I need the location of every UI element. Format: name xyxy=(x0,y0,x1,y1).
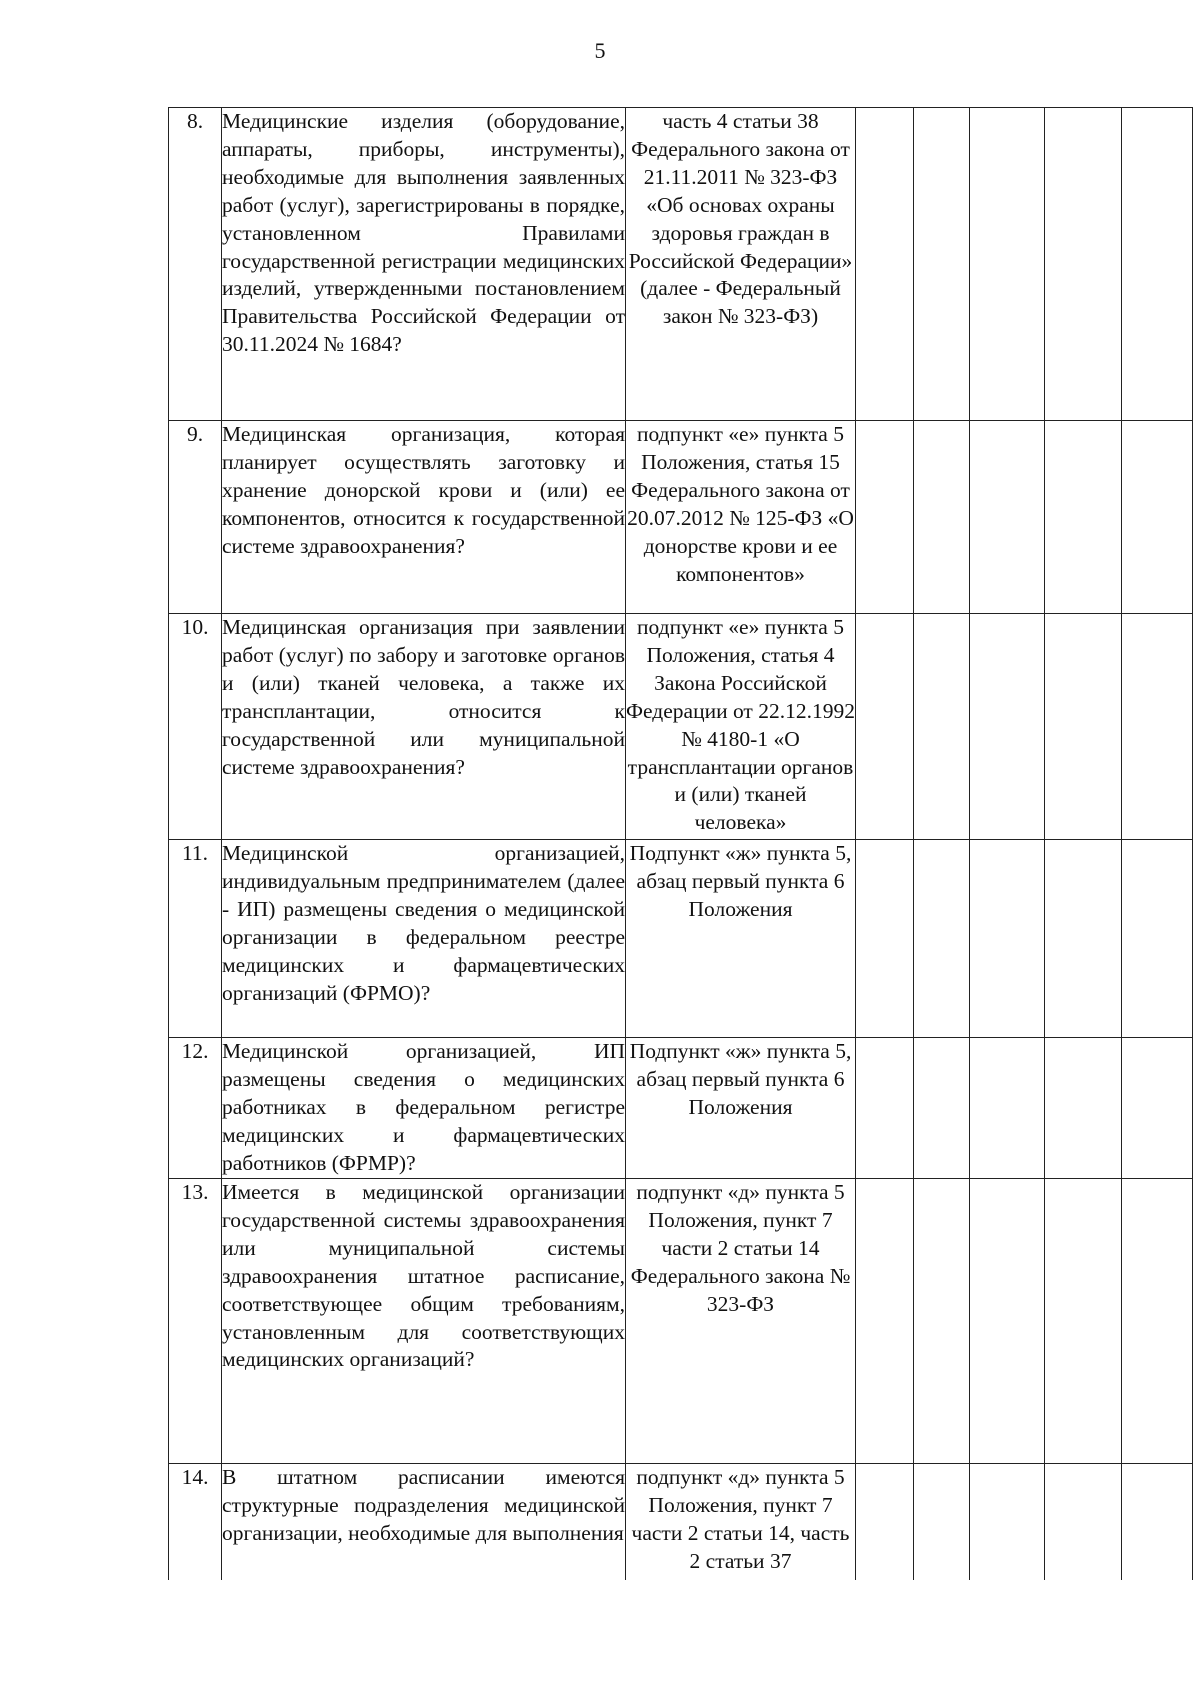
checklist-question: Имеется в медицинской организации государственной системы здравоохранения или муниципальной системы здравоохранения штатное расписание, соответствующее общим требованиям, установленным для соответствующих медицинских организаций? xyxy=(222,1179,626,1464)
answer-cell[interactable] xyxy=(1045,1038,1122,1179)
row-number: 9. xyxy=(169,421,222,614)
answer-na-cell[interactable] xyxy=(970,421,1045,614)
legal-reference: часть 4 статьи 38 Федерального закона от 21.11.2011 № 323-ФЗ «Об основах охраны здоровья граждан в Российской Федерации» (далее - Федеральный закон № 323-ФЗ) xyxy=(626,108,856,421)
note-cell[interactable] xyxy=(1122,1038,1193,1179)
answer-yes-cell[interactable] xyxy=(856,421,914,614)
answer-no-cell[interactable] xyxy=(914,1038,970,1179)
answer-yes-cell[interactable] xyxy=(856,1038,914,1179)
legal-reference: Подпункт «ж» пункта 5, абзац первый пункта 6 Положения xyxy=(626,840,856,1038)
page-number: 5 xyxy=(594,38,606,63)
row-number: 13. xyxy=(169,1179,222,1464)
answer-na-cell[interactable] xyxy=(970,1038,1045,1179)
row-number: 14. xyxy=(169,1464,222,1581)
answer-yes-cell[interactable] xyxy=(856,108,914,421)
legal-reference: Подпункт «ж» пункта 5, абзац первый пункта 6 Положения xyxy=(626,1038,856,1179)
answer-yes-cell[interactable] xyxy=(856,1464,914,1581)
answer-na-cell[interactable] xyxy=(970,840,1045,1038)
table-row xyxy=(169,840,1193,1038)
answer-cell[interactable] xyxy=(1045,840,1122,1038)
row-number: 12. xyxy=(169,1038,222,1179)
answer-cell[interactable] xyxy=(1045,614,1122,840)
note-cell[interactable] xyxy=(1122,1179,1193,1464)
answer-no-cell[interactable] xyxy=(914,1179,970,1464)
table-row xyxy=(169,1038,1193,1179)
row-number: 11. xyxy=(169,840,222,1038)
answer-yes-cell[interactable] xyxy=(856,614,914,840)
table-row xyxy=(169,108,1193,421)
note-cell[interactable] xyxy=(1122,840,1193,1038)
note-cell[interactable] xyxy=(1122,614,1193,840)
checklist-question: Медицинской организацией, индивидуальным предпринимателем (далее - ИП) размещены сведения о медицинской организации в федеральном реестре медицинских и фармацевтических организаций (ФРМО)? xyxy=(222,840,626,1038)
answer-na-cell[interactable] xyxy=(970,1179,1045,1464)
note-cell[interactable] xyxy=(1122,1464,1193,1581)
table-row xyxy=(169,1179,1193,1464)
legal-reference: подпункт «д» пункта 5 Положения, пункт 7 части 2 статьи 14 Федерального закона № 323-ФЗ xyxy=(626,1179,856,1464)
answer-na-cell[interactable] xyxy=(970,614,1045,840)
answer-no-cell[interactable] xyxy=(914,1464,970,1581)
table-row xyxy=(169,421,1193,614)
checklist-question: В штатном расписании имеются структурные подразделения медицинской организации, необходимые для выполнения xyxy=(222,1464,626,1581)
answer-cell[interactable] xyxy=(1045,1179,1122,1464)
answer-na-cell[interactable] xyxy=(970,108,1045,421)
legal-reference: подпункт «д» пункта 5 Положения, пункт 7 части 2 статьи 14, часть 2 статьи 37 xyxy=(626,1464,856,1581)
answer-cell[interactable] xyxy=(1045,108,1122,421)
answer-na-cell[interactable] xyxy=(970,1464,1045,1581)
answer-yes-cell[interactable] xyxy=(856,840,914,1038)
answer-yes-cell[interactable] xyxy=(856,1179,914,1464)
answer-no-cell[interactable] xyxy=(914,840,970,1038)
row-number: 8. xyxy=(169,108,222,421)
note-cell[interactable] xyxy=(1122,421,1193,614)
legal-reference: подпункт «е» пункта 5 Положения, статья 15 Федерального закона от 20.07.2012 № 125-ФЗ «О донорстве крови и ее компонентов» xyxy=(626,421,856,614)
answer-no-cell[interactable] xyxy=(914,108,970,421)
answer-cell[interactable] xyxy=(1045,1464,1122,1581)
checklist-question: Медицинская организация при заявлении работ (услуг) по забору и заготовке органов и (или) тканей человека, а также их трансплантации, относится к государственной или муниципальной системе здравоохранения? xyxy=(222,614,626,840)
answer-cell[interactable] xyxy=(1045,421,1122,614)
row-number: 10. xyxy=(169,614,222,840)
answer-no-cell[interactable] xyxy=(914,614,970,840)
table-row xyxy=(169,1464,1193,1581)
requirements-checklist-table xyxy=(168,107,1193,1580)
answer-no-cell[interactable] xyxy=(914,421,970,614)
checklist-question: Медицинской организацией, ИП размещены сведения о медицинских работниках в федеральном регистре медицинских и фармацевтических работников (ФРМР)? xyxy=(222,1038,626,1179)
table-row xyxy=(169,614,1193,840)
checklist-question: Медицинская организация, которая планирует осуществлять заготовку и хранение донорской крови и (или) ее компонентов, относится к государственной системе здравоохранения? xyxy=(222,421,626,614)
note-cell[interactable] xyxy=(1122,108,1193,421)
legal-reference: подпункт «е» пункта 5 Положения, статья 4 Закона Российской Федерации от 22.12.1992 № 4180-1 «О трансплантации органов и (или) тканей человека» xyxy=(626,614,856,840)
checklist-question: Медицинские изделия (оборудование, аппараты, приборы, инструменты), необходимые для выполнения заявленных работ (услуг), зарегистрированы в порядке, установленном Правилами государственной регистрации медицинских изделий, утвержденными постановлением Правительства Российской Федерации от 30.11.2024 № 1684? xyxy=(222,108,626,421)
